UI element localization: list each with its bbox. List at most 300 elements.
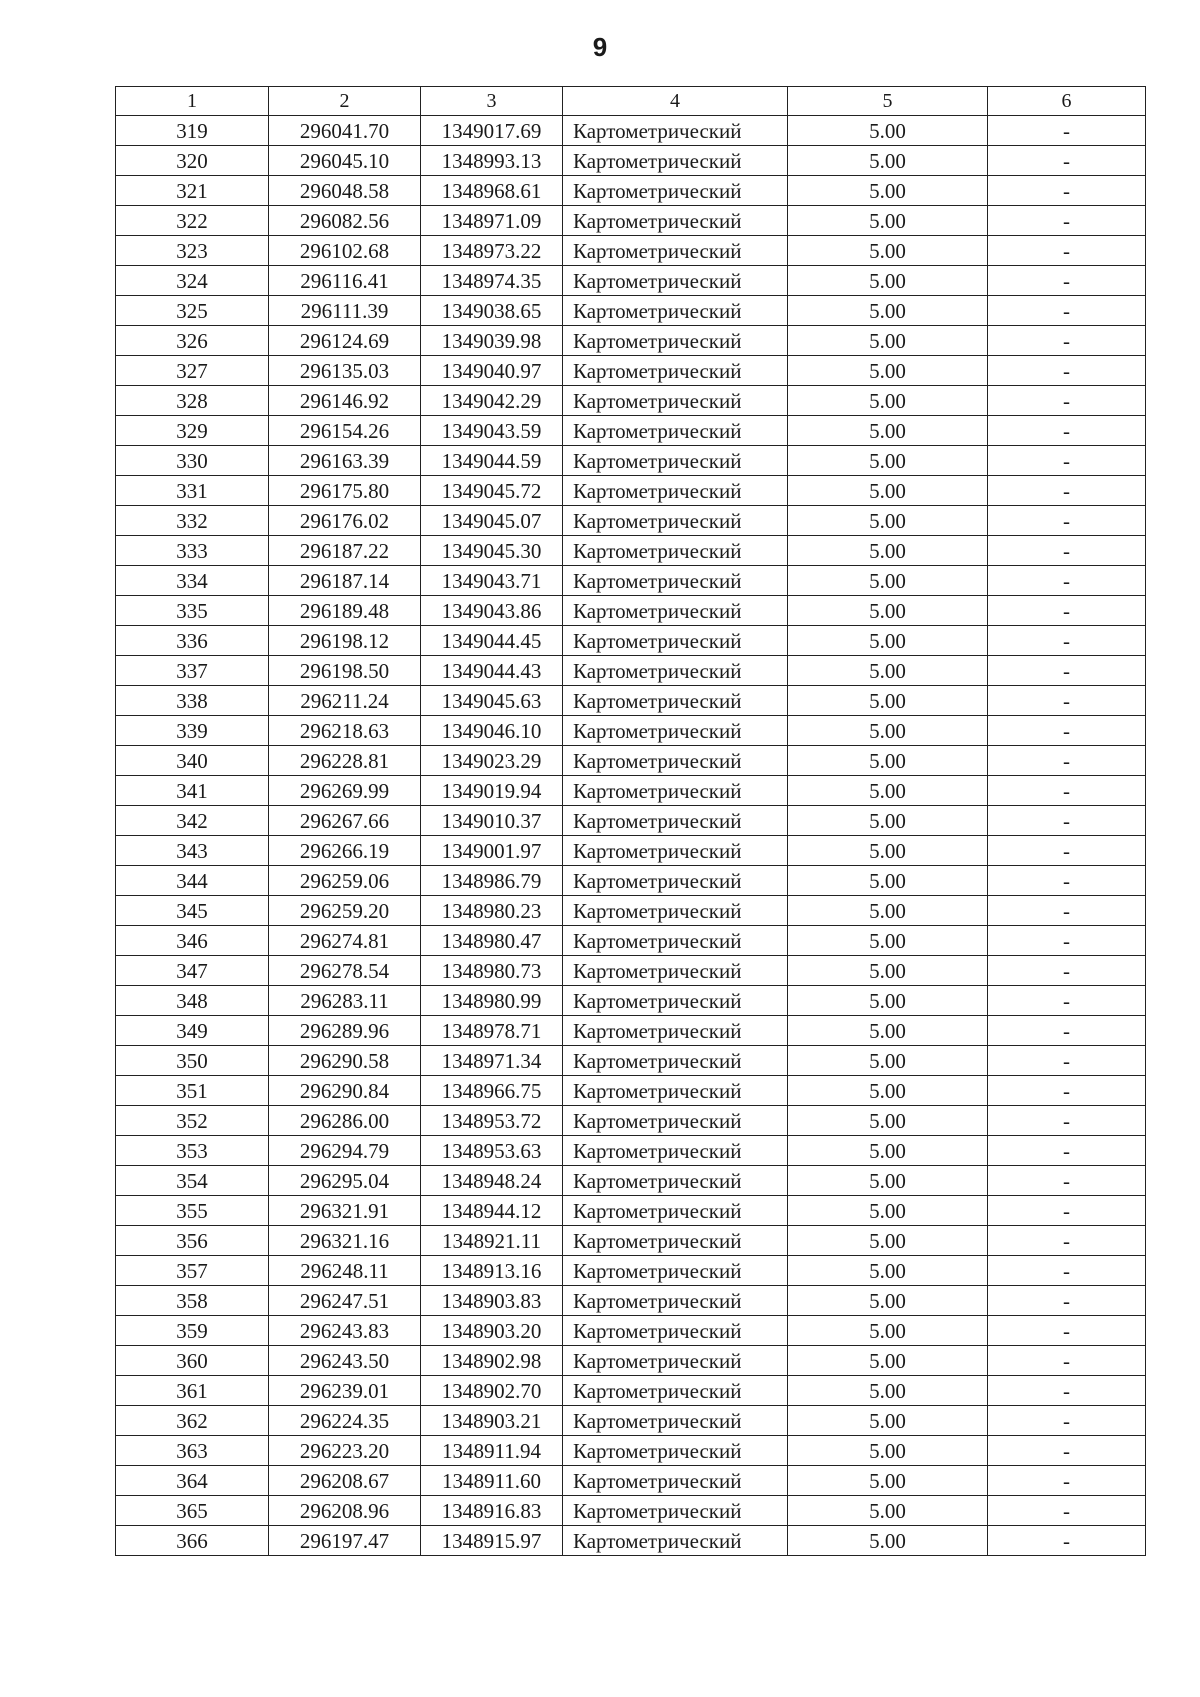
method-cell: Картометрический xyxy=(563,1016,788,1046)
point-number-cell: 358 xyxy=(116,1286,269,1316)
description-cell: - xyxy=(988,1106,1146,1136)
x-coordinate-cell: 296283.11 xyxy=(269,986,421,1016)
description-cell: - xyxy=(988,806,1146,836)
accuracy-cell: 5.00 xyxy=(788,1436,988,1466)
point-number-cell: 335 xyxy=(116,596,269,626)
point-number-cell: 331 xyxy=(116,476,269,506)
table-row xyxy=(116,1016,1146,1046)
table-row xyxy=(116,206,1146,236)
y-coordinate-cell: 1349044.59 xyxy=(421,446,563,476)
accuracy-cell: 5.00 xyxy=(788,386,988,416)
x-coordinate-cell: 296228.81 xyxy=(269,746,421,776)
y-coordinate-cell: 1349044.43 xyxy=(421,656,563,686)
method-cell: Картометрический xyxy=(563,716,788,746)
table-row xyxy=(116,1316,1146,1346)
point-number-cell: 366 xyxy=(116,1526,269,1556)
table-row xyxy=(116,1346,1146,1376)
y-coordinate-cell: 1349040.97 xyxy=(421,356,563,386)
x-coordinate-cell: 296290.84 xyxy=(269,1076,421,1106)
point-number-cell: 347 xyxy=(116,956,269,986)
accuracy-cell: 5.00 xyxy=(788,896,988,926)
table-header xyxy=(116,87,1146,116)
method-cell: Картометрический xyxy=(563,1496,788,1526)
y-coordinate-cell: 1348980.47 xyxy=(421,926,563,956)
table-row xyxy=(116,926,1146,956)
table-row xyxy=(116,1496,1146,1526)
method-cell: Картометрический xyxy=(563,386,788,416)
y-coordinate-cell: 1348971.09 xyxy=(421,206,563,236)
table-row xyxy=(116,656,1146,686)
description-cell: - xyxy=(988,746,1146,776)
point-number-cell: 328 xyxy=(116,386,269,416)
description-cell: - xyxy=(988,776,1146,806)
accuracy-cell: 5.00 xyxy=(788,746,988,776)
point-number-cell: 353 xyxy=(116,1136,269,1166)
point-number-cell: 324 xyxy=(116,266,269,296)
method-cell: Картометрический xyxy=(563,446,788,476)
table-row xyxy=(116,1286,1146,1316)
accuracy-cell: 5.00 xyxy=(788,1136,988,1166)
x-coordinate-cell: 296278.54 xyxy=(269,956,421,986)
method-cell: Картометрический xyxy=(563,1136,788,1166)
method-cell: Картометрический xyxy=(563,296,788,326)
point-number-cell: 363 xyxy=(116,1436,269,1466)
description-cell: - xyxy=(988,116,1146,146)
method-cell: Картометрический xyxy=(563,776,788,806)
x-coordinate-cell: 296189.48 xyxy=(269,596,421,626)
y-coordinate-cell: 1348944.12 xyxy=(421,1196,563,1226)
accuracy-cell: 5.00 xyxy=(788,1316,988,1346)
table-row xyxy=(116,176,1146,206)
method-cell: Картометрический xyxy=(563,416,788,446)
point-number-cell: 320 xyxy=(116,146,269,176)
x-coordinate-cell: 296294.79 xyxy=(269,1136,421,1166)
point-number-cell: 339 xyxy=(116,716,269,746)
point-number-cell: 329 xyxy=(116,416,269,446)
method-cell: Картометрический xyxy=(563,656,788,686)
point-number-cell: 338 xyxy=(116,686,269,716)
method-cell: Картометрический xyxy=(563,1226,788,1256)
page-number: 9 xyxy=(592,32,608,62)
description-cell: - xyxy=(988,836,1146,866)
description-cell: - xyxy=(988,566,1146,596)
accuracy-cell: 5.00 xyxy=(788,476,988,506)
table-row xyxy=(116,506,1146,536)
method-cell: Картометрический xyxy=(563,1196,788,1226)
description-cell: - xyxy=(988,1226,1146,1256)
description-cell: - xyxy=(988,296,1146,326)
y-coordinate-cell: 1349045.07 xyxy=(421,506,563,536)
table-row xyxy=(116,896,1146,926)
description-cell: - xyxy=(988,1196,1146,1226)
description-cell: - xyxy=(988,1526,1146,1556)
table-row xyxy=(116,446,1146,476)
point-number-cell: 349 xyxy=(116,1016,269,1046)
description-cell: - xyxy=(988,1286,1146,1316)
point-number-cell: 333 xyxy=(116,536,269,566)
y-coordinate-cell: 1348911.60 xyxy=(421,1466,563,1496)
method-cell: Картометрический xyxy=(563,1286,788,1316)
coordinates-table xyxy=(115,86,1146,1556)
table-row xyxy=(116,1436,1146,1466)
point-number-cell: 337 xyxy=(116,656,269,686)
accuracy-cell: 5.00 xyxy=(788,296,988,326)
table-row xyxy=(116,1136,1146,1166)
method-cell: Картометрический xyxy=(563,806,788,836)
table-row xyxy=(116,806,1146,836)
method-cell: Картометрический xyxy=(563,266,788,296)
x-coordinate-cell: 296045.10 xyxy=(269,146,421,176)
accuracy-cell: 5.00 xyxy=(788,1466,988,1496)
accuracy-cell: 5.00 xyxy=(788,1166,988,1196)
x-coordinate-cell: 296286.00 xyxy=(269,1106,421,1136)
y-coordinate-cell: 1348916.83 xyxy=(421,1496,563,1526)
accuracy-cell: 5.00 xyxy=(788,866,988,896)
accuracy-cell: 5.00 xyxy=(788,836,988,866)
table-row xyxy=(116,1076,1146,1106)
method-cell: Картометрический xyxy=(563,836,788,866)
method-cell: Картометрический xyxy=(563,506,788,536)
x-coordinate-cell: 296187.22 xyxy=(269,536,421,566)
table-row xyxy=(116,866,1146,896)
table-row xyxy=(116,1466,1146,1496)
x-coordinate-cell: 296289.96 xyxy=(269,1016,421,1046)
accuracy-cell: 5.00 xyxy=(788,1106,988,1136)
table-row xyxy=(116,326,1146,356)
point-number-cell: 346 xyxy=(116,926,269,956)
y-coordinate-cell: 1348966.75 xyxy=(421,1076,563,1106)
y-coordinate-cell: 1348971.34 xyxy=(421,1046,563,1076)
y-coordinate-cell: 1348980.73 xyxy=(421,956,563,986)
x-coordinate-cell: 296041.70 xyxy=(269,116,421,146)
table-row xyxy=(116,266,1146,296)
accuracy-cell: 5.00 xyxy=(788,776,988,806)
table-row xyxy=(116,1256,1146,1286)
x-coordinate-cell: 296154.26 xyxy=(269,416,421,446)
x-coordinate-cell: 296224.35 xyxy=(269,1406,421,1436)
description-cell: - xyxy=(988,416,1146,446)
x-coordinate-cell: 296295.04 xyxy=(269,1166,421,1196)
accuracy-cell: 5.00 xyxy=(788,926,988,956)
y-coordinate-cell: 1349039.98 xyxy=(421,326,563,356)
x-coordinate-cell: 296208.96 xyxy=(269,1496,421,1526)
y-coordinate-cell: 1349043.71 xyxy=(421,566,563,596)
description-cell: - xyxy=(988,596,1146,626)
description-cell: - xyxy=(988,1076,1146,1106)
accuracy-cell: 5.00 xyxy=(788,566,988,596)
point-number-cell: 345 xyxy=(116,896,269,926)
description-cell: - xyxy=(988,926,1146,956)
x-coordinate-cell: 296135.03 xyxy=(269,356,421,386)
column-header-5: 5 xyxy=(788,87,988,116)
y-coordinate-cell: 1349046.10 xyxy=(421,716,563,746)
point-number-cell: 356 xyxy=(116,1226,269,1256)
description-cell: - xyxy=(988,1316,1146,1346)
column-header-6: 6 xyxy=(988,87,1146,116)
description-cell: - xyxy=(988,206,1146,236)
accuracy-cell: 5.00 xyxy=(788,716,988,746)
method-cell: Картометрический xyxy=(563,926,788,956)
method-cell: Картометрический xyxy=(563,1316,788,1346)
table-row xyxy=(116,836,1146,866)
method-cell: Картометрический xyxy=(563,1436,788,1466)
y-coordinate-cell: 1348915.97 xyxy=(421,1526,563,1556)
y-coordinate-cell: 1348953.63 xyxy=(421,1136,563,1166)
description-cell: - xyxy=(988,686,1146,716)
point-number-cell: 322 xyxy=(116,206,269,236)
description-cell: - xyxy=(988,716,1146,746)
table-row xyxy=(116,236,1146,266)
accuracy-cell: 5.00 xyxy=(788,1406,988,1436)
method-cell: Картометрический xyxy=(563,476,788,506)
table-row xyxy=(116,1106,1146,1136)
x-coordinate-cell: 296259.20 xyxy=(269,896,421,926)
description-cell: - xyxy=(988,356,1146,386)
y-coordinate-cell: 1348913.16 xyxy=(421,1256,563,1286)
x-coordinate-cell: 296187.14 xyxy=(269,566,421,596)
method-cell: Картометрический xyxy=(563,1346,788,1376)
point-number-cell: 362 xyxy=(116,1406,269,1436)
y-coordinate-cell: 1349023.29 xyxy=(421,746,563,776)
method-cell: Картометрический xyxy=(563,566,788,596)
description-cell: - xyxy=(988,986,1146,1016)
x-coordinate-cell: 296269.99 xyxy=(269,776,421,806)
table-row xyxy=(116,1406,1146,1436)
table-row xyxy=(116,956,1146,986)
y-coordinate-cell: 1348911.94 xyxy=(421,1436,563,1466)
y-coordinate-cell: 1348948.24 xyxy=(421,1166,563,1196)
point-number-cell: 344 xyxy=(116,866,269,896)
x-coordinate-cell: 296198.50 xyxy=(269,656,421,686)
accuracy-cell: 5.00 xyxy=(788,206,988,236)
x-coordinate-cell: 296321.16 xyxy=(269,1226,421,1256)
y-coordinate-cell: 1348986.79 xyxy=(421,866,563,896)
point-number-cell: 350 xyxy=(116,1046,269,1076)
point-number-cell: 332 xyxy=(116,506,269,536)
point-number-cell: 325 xyxy=(116,296,269,326)
table-row xyxy=(116,746,1146,776)
method-cell: Картометрический xyxy=(563,356,788,386)
point-number-cell: 352 xyxy=(116,1106,269,1136)
x-coordinate-cell: 296163.39 xyxy=(269,446,421,476)
point-number-cell: 321 xyxy=(116,176,269,206)
y-coordinate-cell: 1349044.45 xyxy=(421,626,563,656)
description-cell: - xyxy=(988,626,1146,656)
method-cell: Картометрический xyxy=(563,1046,788,1076)
x-coordinate-cell: 296243.50 xyxy=(269,1346,421,1376)
x-coordinate-cell: 296102.68 xyxy=(269,236,421,266)
table-row xyxy=(116,596,1146,626)
point-number-cell: 334 xyxy=(116,566,269,596)
accuracy-cell: 5.00 xyxy=(788,416,988,446)
y-coordinate-cell: 1348980.23 xyxy=(421,896,563,926)
accuracy-cell: 5.00 xyxy=(788,986,988,1016)
table-row xyxy=(116,986,1146,1016)
description-cell: - xyxy=(988,656,1146,686)
column-header-3: 3 xyxy=(421,87,563,116)
accuracy-cell: 5.00 xyxy=(788,806,988,836)
description-cell: - xyxy=(988,146,1146,176)
point-number-cell: 348 xyxy=(116,986,269,1016)
table-row xyxy=(116,146,1146,176)
description-cell: - xyxy=(988,1376,1146,1406)
y-coordinate-cell: 1349043.86 xyxy=(421,596,563,626)
y-coordinate-cell: 1348980.99 xyxy=(421,986,563,1016)
x-coordinate-cell: 296048.58 xyxy=(269,176,421,206)
description-cell: - xyxy=(988,386,1146,416)
description-cell: - xyxy=(988,866,1146,896)
accuracy-cell: 5.00 xyxy=(788,1196,988,1226)
accuracy-cell: 5.00 xyxy=(788,356,988,386)
accuracy-cell: 5.00 xyxy=(788,596,988,626)
table-row xyxy=(116,1376,1146,1406)
table-row xyxy=(116,566,1146,596)
x-coordinate-cell: 296124.69 xyxy=(269,326,421,356)
method-cell: Картометрический xyxy=(563,956,788,986)
point-number-cell: 340 xyxy=(116,746,269,776)
x-coordinate-cell: 296146.92 xyxy=(269,386,421,416)
method-cell: Картометрический xyxy=(563,1526,788,1556)
y-coordinate-cell: 1348903.83 xyxy=(421,1286,563,1316)
point-number-cell: 351 xyxy=(116,1076,269,1106)
y-coordinate-cell: 1348903.21 xyxy=(421,1406,563,1436)
point-number-cell: 326 xyxy=(116,326,269,356)
method-cell: Картометрический xyxy=(563,326,788,356)
accuracy-cell: 5.00 xyxy=(788,956,988,986)
table-row xyxy=(116,686,1146,716)
table-row xyxy=(116,416,1146,446)
x-coordinate-cell: 296197.47 xyxy=(269,1526,421,1556)
accuracy-cell: 5.00 xyxy=(788,626,988,656)
table-row xyxy=(116,716,1146,746)
accuracy-cell: 5.00 xyxy=(788,1346,988,1376)
y-coordinate-cell: 1349019.94 xyxy=(421,776,563,806)
description-cell: - xyxy=(988,896,1146,926)
x-coordinate-cell: 296211.24 xyxy=(269,686,421,716)
y-coordinate-cell: 1348921.11 xyxy=(421,1226,563,1256)
y-coordinate-cell: 1348953.72 xyxy=(421,1106,563,1136)
method-cell: Картометрический xyxy=(563,1076,788,1106)
x-coordinate-cell: 296247.51 xyxy=(269,1286,421,1316)
y-coordinate-cell: 1348978.71 xyxy=(421,1016,563,1046)
table-row xyxy=(116,476,1146,506)
point-number-cell: 359 xyxy=(116,1316,269,1346)
description-cell: - xyxy=(988,1136,1146,1166)
method-cell: Картометрический xyxy=(563,596,788,626)
table-row xyxy=(116,1166,1146,1196)
accuracy-cell: 5.00 xyxy=(788,236,988,266)
method-cell: Картометрический xyxy=(563,746,788,776)
column-header-1: 1 xyxy=(116,87,269,116)
y-coordinate-cell: 1349010.37 xyxy=(421,806,563,836)
description-cell: - xyxy=(988,266,1146,296)
accuracy-cell: 5.00 xyxy=(788,1016,988,1046)
point-number-cell: 341 xyxy=(116,776,269,806)
accuracy-cell: 5.00 xyxy=(788,176,988,206)
point-number-cell: 360 xyxy=(116,1346,269,1376)
table-row xyxy=(116,1526,1146,1556)
description-cell: - xyxy=(988,1496,1146,1526)
point-number-cell: 342 xyxy=(116,806,269,836)
description-cell: - xyxy=(988,1166,1146,1196)
table-row xyxy=(116,1196,1146,1226)
description-cell: - xyxy=(988,506,1146,536)
point-number-cell: 336 xyxy=(116,626,269,656)
x-coordinate-cell: 296259.06 xyxy=(269,866,421,896)
x-coordinate-cell: 296223.20 xyxy=(269,1436,421,1466)
description-cell: - xyxy=(988,1346,1146,1376)
accuracy-cell: 5.00 xyxy=(788,1286,988,1316)
method-cell: Картометрический xyxy=(563,1166,788,1196)
y-coordinate-cell: 1348903.20 xyxy=(421,1316,563,1346)
description-cell: - xyxy=(988,1466,1146,1496)
accuracy-cell: 5.00 xyxy=(788,1496,988,1526)
table-row xyxy=(116,296,1146,326)
x-coordinate-cell: 296266.19 xyxy=(269,836,421,866)
point-number-cell: 319 xyxy=(116,116,269,146)
description-cell: - xyxy=(988,176,1146,206)
x-coordinate-cell: 296208.67 xyxy=(269,1466,421,1496)
accuracy-cell: 5.00 xyxy=(788,1046,988,1076)
y-coordinate-cell: 1349017.69 xyxy=(421,116,563,146)
x-coordinate-cell: 296239.01 xyxy=(269,1376,421,1406)
y-coordinate-cell: 1348968.61 xyxy=(421,176,563,206)
x-coordinate-cell: 296248.11 xyxy=(269,1256,421,1286)
method-cell: Картометрический xyxy=(563,1406,788,1436)
method-cell: Картометрический xyxy=(563,176,788,206)
y-coordinate-cell: 1349042.29 xyxy=(421,386,563,416)
description-cell: - xyxy=(988,326,1146,356)
method-cell: Картометрический xyxy=(563,1466,788,1496)
point-number-cell: 361 xyxy=(116,1376,269,1406)
description-cell: - xyxy=(988,446,1146,476)
x-coordinate-cell: 296116.41 xyxy=(269,266,421,296)
method-cell: Картометрический xyxy=(563,866,788,896)
x-coordinate-cell: 296267.66 xyxy=(269,806,421,836)
x-coordinate-cell: 296082.56 xyxy=(269,206,421,236)
x-coordinate-cell: 296176.02 xyxy=(269,506,421,536)
x-coordinate-cell: 296198.12 xyxy=(269,626,421,656)
point-number-cell: 364 xyxy=(116,1466,269,1496)
method-cell: Картометрический xyxy=(563,1376,788,1406)
description-cell: - xyxy=(988,536,1146,566)
method-cell: Картометрический xyxy=(563,986,788,1016)
point-number-cell: 357 xyxy=(116,1256,269,1286)
table-row xyxy=(116,1046,1146,1076)
accuracy-cell: 5.00 xyxy=(788,446,988,476)
x-coordinate-cell: 296321.91 xyxy=(269,1196,421,1226)
accuracy-cell: 5.00 xyxy=(788,506,988,536)
table-body xyxy=(116,116,1146,1556)
method-cell: Картометрический xyxy=(563,236,788,266)
header-row xyxy=(116,87,1146,116)
accuracy-cell: 5.00 xyxy=(788,1226,988,1256)
y-coordinate-cell: 1348902.70 xyxy=(421,1376,563,1406)
y-coordinate-cell: 1349045.30 xyxy=(421,536,563,566)
x-coordinate-cell: 296274.81 xyxy=(269,926,421,956)
accuracy-cell: 5.00 xyxy=(788,326,988,356)
description-cell: - xyxy=(988,1016,1146,1046)
accuracy-cell: 5.00 xyxy=(788,116,988,146)
y-coordinate-cell: 1348974.35 xyxy=(421,266,563,296)
table-row xyxy=(116,536,1146,566)
table-row xyxy=(116,386,1146,416)
description-cell: - xyxy=(988,476,1146,506)
y-coordinate-cell: 1348973.22 xyxy=(421,236,563,266)
accuracy-cell: 5.00 xyxy=(788,266,988,296)
x-coordinate-cell: 296243.83 xyxy=(269,1316,421,1346)
y-coordinate-cell: 1349045.63 xyxy=(421,686,563,716)
